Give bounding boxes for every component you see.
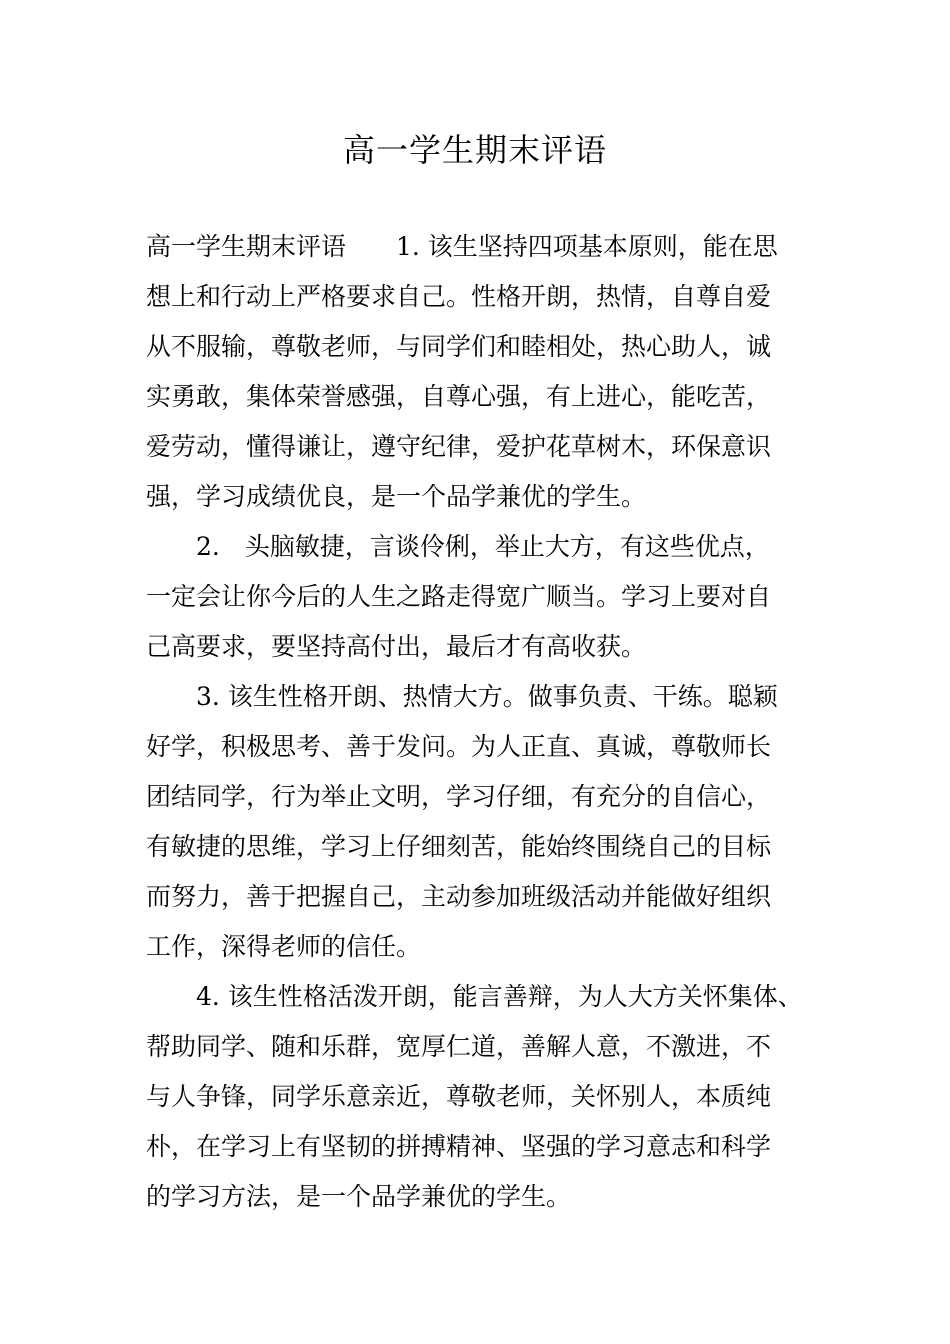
text-line-11: 好学，积极思考、善于发问。为人正直、真诚，尊敬师长 [146, 732, 772, 761]
text-line-14: 而努力，善于把握自己，主动参加班级活动并能做好组织 [146, 882, 772, 911]
text-line-6: 强，学习成绩优良，是一个品学兼优的学生。 [146, 482, 647, 511]
text-line-17: 帮助同学、随和乐群，宽厚仁道，善解人意，不激进，不 [146, 1032, 772, 1061]
text-line-10: 3. 该生性格开朗、热情大方。做事负责、干练。聪颖 [196, 682, 778, 711]
text-line-18: 与人争锋，同学乐意亲近，尊敬老师，关怀别人，本质纯 [146, 1082, 772, 1111]
text-line-4: 实勇敢，集体荣誉感强，自尊心强，有上进心，能吃苦， [146, 382, 772, 411]
text-line-12: 团结同学，行为举止文明，学习仔细，有充分的自信心， [146, 782, 772, 811]
text-line-3: 从不服输，尊敬老师，与同学们和睦相处，热心助人，诚 [146, 332, 772, 361]
text-line-1: 高一学生期末评语 1. 该生坚持四项基本原则，能在思 [146, 232, 778, 261]
text-line-20: 的学习方法，是一个品学兼优的学生。 [146, 1182, 572, 1211]
text-line-13: 有敏捷的思维，学习上仔细刻苦，能始终围绕自己的目标 [146, 832, 772, 861]
text-line-5: 爱劳动，懂得谦让，遵守纪律，爱护花草树木，环保意识 [146, 432, 772, 461]
text-line-8: 一定会让你今后的人生之路走得宽广顺当。学习上要对自 [146, 582, 772, 611]
text-line-16: 4. 该生性格活泼开朗，能言善辩，为人大方关怀集体、 [196, 982, 803, 1011]
text-line-9: 己高要求，要坚持高付出，最后才有高收获。 [146, 632, 647, 661]
text-line-19: 朴，在学习上有坚韧的拼搏精神、坚强的学习意志和科学 [146, 1132, 772, 1161]
text-line-7: 2. 头脑敏捷，言谈伶俐，举止大方，有这些优点， [196, 532, 770, 561]
text-line-15: 工作，深得老师的信任。 [146, 932, 422, 961]
text-line-2: 想上和行动上严格要求自己。性格开朗，热情，自尊自爱 [146, 282, 772, 311]
document-title: 高一学生期末评语 [342, 131, 607, 169]
